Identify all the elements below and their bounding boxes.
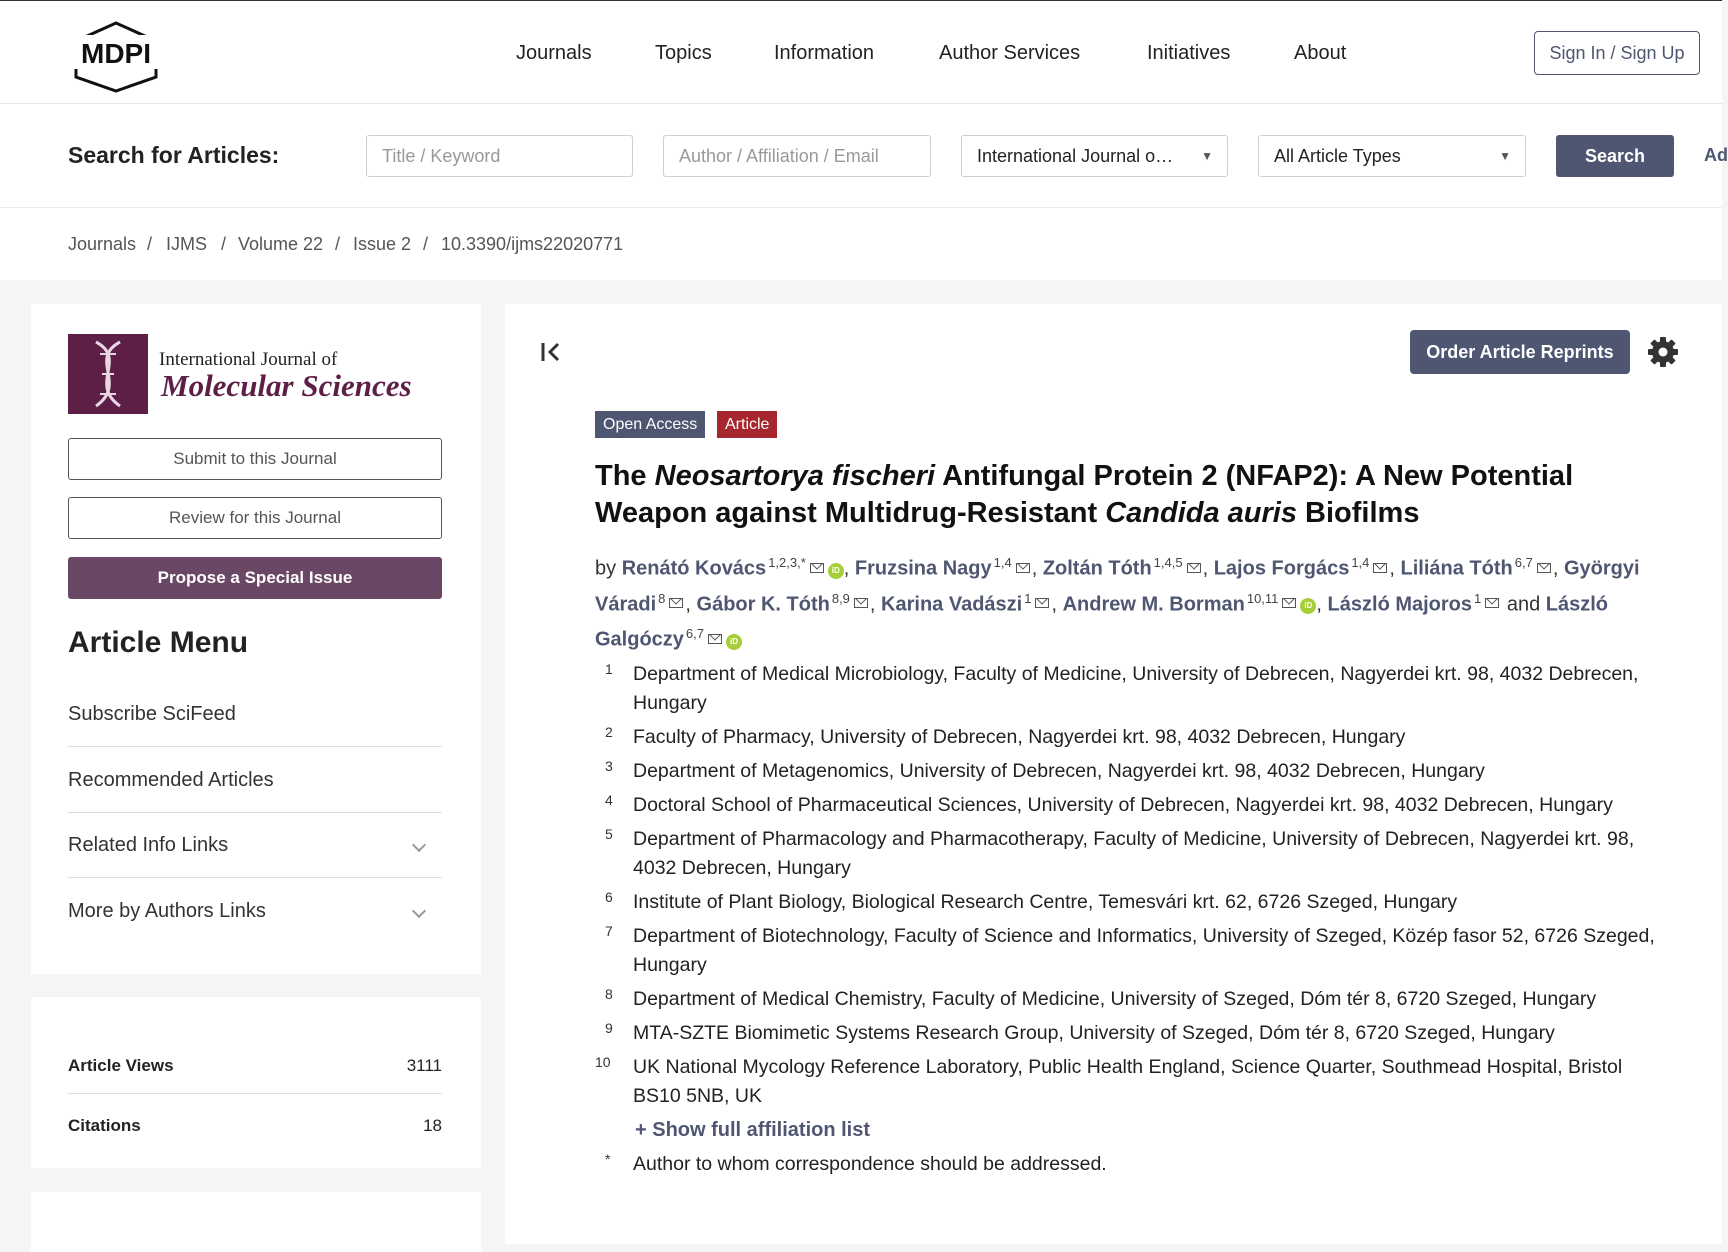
menu-item-subscribe-scifeed[interactable]	[68, 681, 442, 747]
affiliation-item	[595, 791, 1655, 820]
affiliation-item	[595, 1053, 1655, 1111]
orcid-icon[interactable]: iD	[726, 634, 742, 650]
nav-initiatives[interactable]: Initiatives	[1147, 42, 1231, 64]
author-affil-sup: 1,4	[1351, 555, 1370, 570]
open-access-badge: Open Access	[595, 411, 705, 438]
chevron-down-icon: ▼	[1201, 149, 1213, 163]
breadcrumb-issue[interactable]: Issue 2	[353, 234, 412, 254]
chevron-down-icon	[412, 838, 426, 852]
affiliation-item	[595, 825, 1655, 883]
author-link[interactable]: László Majoros	[1327, 593, 1473, 616]
author-link[interactable]: Liliána Tóth	[1400, 557, 1513, 580]
title-part: Antifungal Protein 2 (NFAP2): A New Potential Weapon against Multidrug-Resistant	[595, 460, 1574, 529]
mail-icon[interactable]	[1373, 563, 1387, 573]
author-link[interactable]: Fruzsina Nagy	[854, 557, 992, 580]
sidebar-card	[31, 1192, 481, 1252]
article-type-select-value: All Article Types	[1274, 145, 1401, 166]
show-full-affiliation-link[interactable]: + Show full affiliation list	[635, 1119, 871, 1141]
submit-to-journal-button[interactable]: Submit to this Journal	[68, 438, 442, 480]
menu-item-label: More by Authors Links	[68, 900, 266, 922]
menu-item-more-by-authors-links[interactable]	[68, 878, 442, 944]
author-affil-sup: 1	[1474, 590, 1482, 606]
nav-journals[interactable]: Journals	[516, 42, 592, 64]
sidebar-journal-card	[31, 304, 481, 974]
review-for-journal-button[interactable]: Review for this Journal	[68, 497, 442, 539]
menu-item-related-info-links[interactable]	[68, 812, 442, 878]
advanced-search-link[interactable]: Ad	[1704, 145, 1728, 165]
author-link[interactable]: Renátó Kovács	[621, 557, 767, 580]
author-link[interactable]: László Galgóczy	[595, 593, 1609, 651]
affiliation-number: 7	[605, 923, 613, 939]
author-link[interactable]: Györgyi Váradi	[595, 557, 1640, 616]
menu-item-label: Related Info Links	[68, 834, 229, 856]
affiliation-text: Doctoral School of Pharmaceutical Sciences, University of Debrecen, Nagyerdei krt. 98, 4032 Debrecen, Hungary	[633, 794, 1613, 816]
affiliation-number: 4	[605, 792, 613, 808]
author-list: by Renátó Kovács $^{1,2,3,*}$iD , Fruzsina Nagy $^{1,4}$ , Zoltán Tóth $^{1,4,5}$ , Lajos Forgács $^{1,4}$ , Liliána Tóth $^{6,7}$ , Györgyi Váradi $^8$ , Gábor K. Tóth $^{8,9}$ , Karina Vadászi $^1$ , Andrew M. Borman $^{10,11}$iD , László Majoros $^1$ and László Galgóczy $^{6,7}$iD	[595, 555, 1640, 651]
order-reprints-button[interactable]: Order Article Reprints	[1410, 330, 1630, 374]
affiliation-text: Department of Metagenomics, University of Debrecen, Nagyerdei krt. 98, 4032 Debrecen, Hungary	[633, 760, 1485, 782]
mail-icon[interactable]	[669, 598, 683, 608]
affiliation-number: 1	[605, 661, 613, 677]
article-title	[595, 458, 1655, 532]
title-part: Biofilms	[1297, 497, 1420, 529]
top-navigation-bar	[0, 0, 1722, 104]
author-affil-sup: 8	[658, 590, 666, 606]
search-button[interactable]: Search	[1556, 135, 1674, 177]
breadcrumb-separator: /	[335, 234, 341, 254]
author-affiliation-input[interactable]: Author / Affiliation / Email	[663, 135, 931, 177]
breadcrumb	[0, 208, 1722, 280]
affiliation-item	[595, 757, 1655, 786]
correspondence-text: Author to whom correspondence should be addressed.	[633, 1153, 1107, 1175]
correspondence-note	[595, 1150, 1655, 1179]
search-label: Search for Articles:	[68, 142, 280, 168]
chevron-down-icon: ▼	[1499, 149, 1511, 163]
journal-select-value: International Journal o…	[977, 145, 1174, 166]
mail-icon[interactable]	[1537, 563, 1551, 573]
breadcrumb-separator: /	[147, 234, 153, 254]
author-affil-sup: 1,2,3,*	[768, 555, 806, 570]
title-keyword-input[interactable]: Title / Keyword	[366, 135, 633, 177]
title-species: Candida auris	[1105, 497, 1297, 529]
mail-icon[interactable]	[1282, 598, 1296, 608]
mail-icon[interactable]	[1016, 563, 1030, 573]
affiliation-text: Department of Pharmacology and Pharmacotherapy, Faculty of Medicine, University of Debrecen, Nagyerdei krt. 98, 4032 Debrecen, Hungary	[633, 828, 1635, 879]
breadcrumb-doi: 10.3390/ijms22020771	[441, 234, 624, 254]
propose-special-issue-button[interactable]: Propose a Special Issue	[68, 557, 442, 599]
mail-icon[interactable]	[810, 563, 824, 573]
author-link[interactable]: Lajos Forgács	[1213, 557, 1350, 580]
mail-icon[interactable]	[1187, 563, 1201, 573]
affiliation-item	[595, 723, 1655, 752]
author-link[interactable]: Karina Vadászi	[881, 593, 1023, 616]
affiliation-text: Faculty of Pharmacy, University of Debrecen, Nagyerdei krt. 98, 4032 Debrecen, Hungary	[633, 726, 1406, 748]
sign-in-button[interactable]: Sign In / Sign Up	[1534, 31, 1700, 75]
affiliation-number: 3	[605, 758, 613, 774]
sidebar-metrics-card	[31, 997, 481, 1168]
affiliation-text: Department of Medical Microbiology, Faculty of Medicine, University of Debrecen, Nagyerdei krt. 98, 4032 Debrecen, Hungary	[633, 663, 1639, 714]
affiliation-item	[595, 985, 1655, 1014]
journal-name-line2: Molecular Sciences	[161, 368, 412, 403]
article-content	[505, 304, 1722, 1244]
affiliation-item	[595, 660, 1655, 718]
affiliation-item	[595, 1019, 1655, 1048]
journal-name-line1: International Journal of	[159, 349, 338, 370]
breadcrumb-ijms[interactable]: IJMS	[166, 234, 208, 254]
citations-value: 18	[423, 1116, 442, 1135]
author-affil-sup: 1,4,5	[1153, 555, 1183, 570]
chevron-down-icon	[412, 904, 426, 918]
mail-icon[interactable]	[854, 598, 868, 608]
breadcrumb-separator: /	[423, 234, 429, 254]
author-link[interactable]: Zoltán Tóth	[1042, 557, 1152, 580]
nav-author-services[interactable]: Author Services	[939, 42, 1081, 64]
collapse-sidebar-icon[interactable]	[539, 340, 563, 364]
affiliation-item	[595, 922, 1655, 980]
menu-item-recommended-articles[interactable]	[68, 747, 442, 813]
affiliation-number: 6	[605, 889, 613, 905]
dna-icon	[68, 334, 148, 414]
breadcrumb-journals[interactable]: Journals	[68, 234, 137, 254]
nav-information[interactable]: Information	[774, 42, 875, 64]
mail-icon[interactable]	[1035, 598, 1049, 608]
affiliation-number: 9	[605, 1020, 613, 1036]
affiliation-text: Department of Medical Chemistry, Faculty of Medicine, University of Szeged, Dóm tér 8, 6720 Szeged, Hungary	[633, 988, 1597, 1010]
menu-item-label: Subscribe SciFeed	[68, 703, 236, 725]
title-species: Neosartorya fischeri	[654, 460, 936, 492]
affiliation-text: Department of Biotechnology, Faculty of Science and Informatics, University of Szeged, Közép fasor 52, 6726 Szeged, Hungary	[633, 925, 1655, 976]
author-link[interactable]: Gábor K. Tóth	[696, 593, 830, 616]
article-views-label: Article Views	[68, 1056, 174, 1075]
citations-row	[68, 1094, 442, 1154]
author-affil-sup: 6,7	[1514, 555, 1533, 570]
affiliation-number: 8	[605, 986, 613, 1002]
by-label: by	[595, 557, 617, 580]
mail-icon[interactable]	[708, 634, 722, 644]
journal-logo[interactable]	[68, 334, 148, 414]
breadcrumb-volume[interactable]: Volume 22	[238, 234, 324, 254]
breadcrumb-separator: /	[221, 234, 227, 254]
author-affil-sup: 8,9	[831, 590, 850, 606]
mail-icon[interactable]	[1485, 598, 1499, 608]
affiliation-text: Institute of Plant Biology, Biological Research Centre, Temesvári krt. 62, 6726 Szeged, Hungary	[633, 891, 1458, 913]
nav-topics[interactable]: Topics	[655, 42, 712, 64]
author-affil-sup: 6,7	[685, 626, 704, 642]
citations-label: Citations	[68, 1116, 141, 1135]
nav-about[interactable]: About	[1294, 42, 1347, 64]
article-type-select[interactable]	[1258, 135, 1526, 177]
article-views-row	[68, 1034, 442, 1094]
article-views-value: 3111	[406, 1056, 442, 1075]
affiliation-text: MTA-SZTE Biomimetic Systems Research Group, University of Szeged, Dóm tér 8, 6720 Szeged, Hungary	[633, 1022, 1555, 1044]
author-affil-sup: 1	[1024, 590, 1032, 606]
article-type-badge: Article	[717, 411, 777, 438]
menu-item-label: Recommended Articles	[68, 769, 274, 791]
author-link[interactable]: Andrew M. Borman	[1062, 593, 1245, 616]
mdpi-logo-text: MDPI	[81, 38, 151, 69]
article-menu-title: Article Menu	[68, 626, 249, 659]
author-affil-sup: 10,11	[1246, 590, 1279, 606]
affiliation-text: UK National Mycology Reference Laboratory, Public Health England, Science Quarter, Southmead Hospital, Bristol BS10 5NB, UK	[633, 1056, 1623, 1107]
gear-icon[interactable]	[1647, 336, 1679, 368]
affiliation-number: 10	[595, 1054, 611, 1070]
affiliation-item	[595, 888, 1655, 917]
orcid-icon[interactable]: iD	[828, 563, 844, 579]
correspondence-mark: *	[605, 1151, 611, 1167]
orcid-icon[interactable]: iD	[1300, 598, 1316, 614]
mdpi-logo[interactable]	[66, 21, 166, 85]
affiliation-number: 5	[605, 826, 613, 842]
search-bar	[0, 104, 1728, 208]
affiliation-number: 2	[605, 724, 613, 740]
journal-select[interactable]	[961, 135, 1228, 177]
affiliation-list	[595, 660, 1655, 1184]
title-part: The	[595, 460, 655, 492]
and-label: and	[1506, 593, 1541, 616]
author-affil-sup: 1,4	[993, 555, 1012, 570]
